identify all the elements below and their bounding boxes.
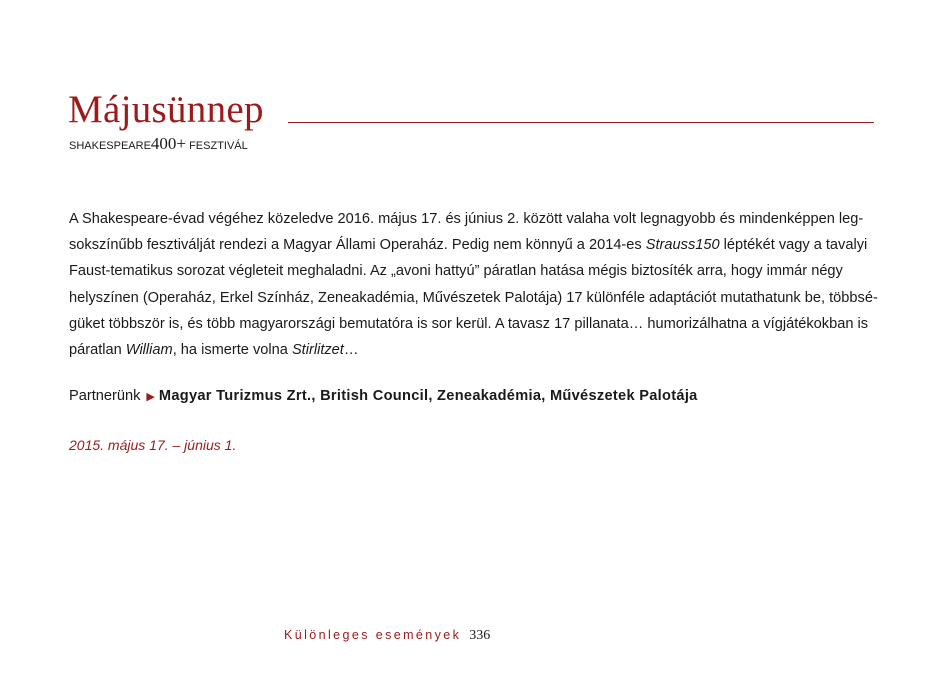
- body-text-segment: A Shakespeare-évad végéhez közeledve 2016. május 17. és június 2. között valaha volt legnagyobb és mindenképpen leg-: [69, 211, 864, 227]
- body-text-segment: …: [343, 341, 359, 358]
- event-date: 2015. május 17. – június 1.: [69, 437, 237, 453]
- page-number: 336: [469, 628, 491, 643]
- body-paragraph: [69, 206, 878, 363]
- subtitle-prefix: SHAKESPEARE: [69, 140, 151, 152]
- body-line: [69, 311, 869, 337]
- body-text-segment: helyszínen (Operaház, Erkel Színház, Zeneakadémia, Művészetek Palotája) 17 különféle adaptációt mutathatunk be, többsé-: [69, 289, 878, 306]
- title-divider: [288, 122, 874, 123]
- body-line: [69, 337, 869, 363]
- partner-names: Magyar Turizmus Zrt., British Council, Zeneakadémia, Művészetek Palotája: [158, 388, 698, 404]
- italic-text: William: [125, 341, 173, 358]
- body-text-segment: , ha ismerte volna: [172, 341, 292, 358]
- footer-section-title: Különleges események: [284, 628, 462, 642]
- body-text-segment: léptékét vagy a tavalyi: [719, 237, 868, 254]
- triangle-right-icon: ▶: [146, 391, 155, 403]
- subtitle: [69, 134, 248, 153]
- subtitle-number: 400+: [150, 134, 187, 153]
- body-text-segment: Faust-tematikus sorozat végleteit meghaladni. Az „avoni hattyú” páratlan hatása mégis biztosíték arra, hogy immár négy: [69, 263, 843, 280]
- subtitle-suffix: FESZTIVÁL: [189, 140, 248, 152]
- italic-text: Stirlitzet: [291, 341, 344, 358]
- page-footer: [284, 628, 490, 644]
- partner-label: Partnerünk: [69, 388, 141, 404]
- page-title: Májusünnep: [68, 88, 264, 131]
- body-line: [69, 258, 869, 284]
- partner-line: [69, 386, 698, 407]
- body-text-segment: sokszínűbb fesztiválját rendezi a Magyar Állami Operaház. Pedig nem könnyű a 2014-es: [69, 237, 646, 254]
- body-line: [69, 206, 869, 232]
- body-line: [69, 232, 869, 258]
- body-text-segment: güket többször is, és több magyarországi bemutatóra is sor kerül. A tavasz 17 pillanata… humorizálhatna a vígjátékokban is: [69, 315, 869, 332]
- body-text-segment: páratlan: [69, 341, 126, 358]
- italic-text: Strauss150: [645, 237, 720, 254]
- body-line: [69, 285, 878, 311]
